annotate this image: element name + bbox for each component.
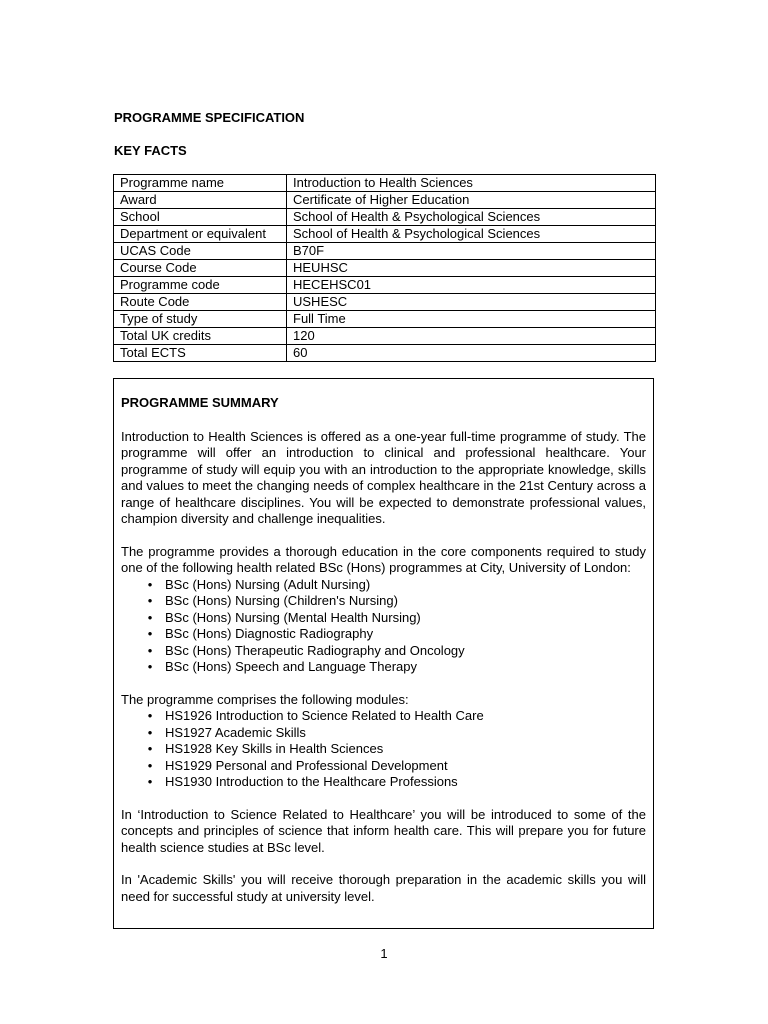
bullet-icon: •	[147, 642, 153, 658]
table-row	[114, 192, 656, 209]
bullet-icon: •	[147, 741, 153, 756]
list-item	[147, 741, 646, 758]
fact-label: Route Code	[114, 294, 287, 311]
fact-label: Department or equivalent	[114, 226, 287, 243]
bullet-icon: •	[147, 626, 153, 641]
table-row	[114, 345, 656, 362]
key-facts-heading: KEY FACTS	[114, 143, 187, 158]
list-item	[147, 642, 646, 660]
bullet-icon: •	[147, 757, 153, 773]
list-item	[147, 593, 646, 610]
table-row	[114, 277, 656, 294]
list-item	[147, 659, 646, 676]
fact-value: School of Health & Psychological Sciences	[287, 209, 656, 226]
list-item	[147, 724, 646, 742]
programme-summary-heading: PROGRAMME SUMMARY	[121, 395, 279, 410]
list-item	[147, 626, 646, 643]
fact-label: Programme name	[114, 175, 287, 192]
list-item-text: HS1930 Introduction to the Healthcare Professions	[165, 774, 458, 789]
table-row	[114, 328, 656, 345]
bullet-icon: •	[147, 609, 153, 625]
bullet-icon: •	[147, 724, 153, 740]
page-number: 1	[380, 946, 388, 961]
summary-paragraph: Introduction to Health Sciences is offered as a one-year full-time programme of study. The programme will offer an introduction to clinical and professional healthcare. Your programme of study will equip you with an introduction to the appropriate knowledge, skills and values to meet the changing needs of complex healthcare in the 21st Century across a range of healthcare disciplines. You will be expected to demonstrate professional values, champion diversity and challenge inequalities.	[121, 428, 646, 526]
fact-value: 120	[287, 328, 656, 345]
fact-label: Total UK credits	[114, 328, 287, 345]
fact-label: Programme code	[114, 277, 287, 294]
fact-value: School of Health & Psychological Sciences	[287, 226, 656, 243]
table-row	[114, 175, 656, 192]
fact-value: USHESC	[287, 294, 656, 311]
list-item	[147, 609, 646, 627]
fact-label: Course Code	[114, 260, 287, 277]
list-item	[147, 708, 646, 725]
fact-value: B70F	[287, 243, 656, 260]
table-row	[114, 226, 656, 243]
list-item-text: BSc (Hons) Nursing (Mental Health Nursing)	[165, 609, 421, 625]
fact-value: Introduction to Health Sciences	[287, 175, 656, 192]
list-item-text: HS1929 Personal and Professional Development	[165, 757, 448, 773]
bullet-icon: •	[147, 659, 153, 674]
bullet-icon: •	[147, 593, 153, 608]
key-facts-table	[113, 174, 656, 362]
list-item-text: BSc (Hons) Diagnostic Radiography	[165, 626, 374, 641]
fact-value: HEUHSC	[287, 260, 656, 277]
list-item-text: BSc (Hons) Therapeutic Radiography and Oncology	[165, 642, 465, 658]
fact-value: 60	[287, 345, 656, 362]
list-item	[147, 774, 646, 791]
fact-label: School	[114, 209, 287, 226]
list-item	[147, 576, 646, 594]
list-item-text: HS1927 Academic Skills	[165, 724, 306, 740]
bullet-icon: •	[147, 708, 153, 723]
list-item-text: BSc (Hons) Speech and Language Therapy	[165, 659, 417, 674]
table-row	[114, 311, 656, 328]
fact-label: Total ECTS	[114, 345, 287, 362]
programmes-list	[121, 577, 646, 676]
fact-label: Type of study	[114, 311, 287, 328]
programme-summary-box	[113, 378, 654, 929]
fact-label: Award	[114, 192, 287, 209]
bullet-icon: •	[147, 576, 153, 592]
list-item-text: HS1926 Introduction to Science Related to Health Care	[165, 708, 484, 723]
list-item-text: BSc (Hons) Nursing (Adult Nursing)	[165, 576, 371, 592]
summary-paragraph: In ‘Introduction to Science Related to Healthcare’ you will be introduced to some of the concepts and principles of science that inform health care. This will prepare you for future health science studies at BSc level.	[121, 806, 646, 855]
document-title: PROGRAMME SPECIFICATION	[114, 110, 305, 125]
table-row	[114, 294, 656, 311]
fact-value: HECEHSC01	[287, 277, 656, 294]
list-item-text: BSc (Hons) Nursing (Children's Nursing)	[165, 593, 398, 608]
fact-value: Certificate of Higher Education	[287, 192, 656, 209]
modules-list	[121, 708, 646, 791]
list-item	[147, 757, 646, 775]
summary-paragraph: In 'Academic Skills' you will receive thorough preparation in the academic skills you will need for successful study at university level.	[121, 872, 646, 904]
table-row	[114, 260, 656, 277]
bullet-icon: •	[147, 774, 153, 789]
table-row	[114, 209, 656, 226]
list-item-text: HS1928 Key Skills in Health Sciences	[165, 741, 384, 756]
summary-paragraph: The programme comprises the following modules:	[121, 691, 409, 707]
fact-value: Full Time	[287, 311, 656, 328]
fact-label: UCAS Code	[114, 243, 287, 260]
table-row	[114, 243, 656, 260]
summary-paragraph: The programme provides a thorough education in the core components required to study one of the following health related BSc (Hons) programmes at City, University of London:	[121, 543, 646, 575]
